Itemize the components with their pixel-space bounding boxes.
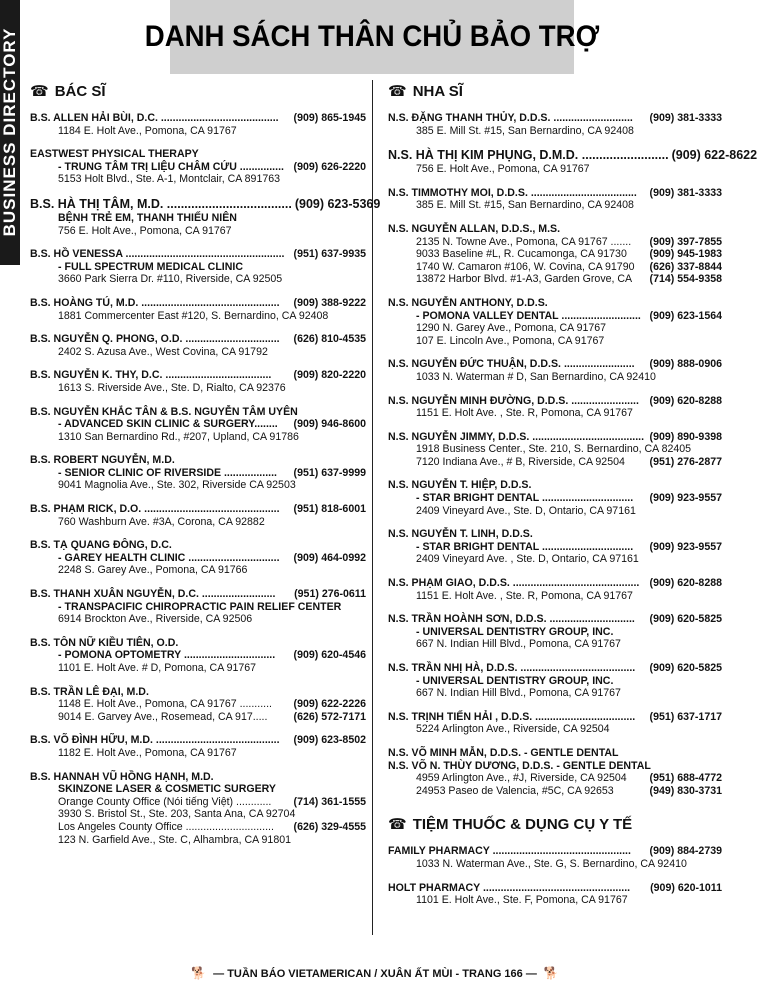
entry-text: 667 N. Indian Hill Blvd., Pomona, CA 91767 (416, 638, 621, 651)
entry-text: - POMONA OPTOMETRY ............................... (58, 649, 276, 662)
entry-line (388, 613, 722, 626)
phone-number: (626) 337-8844 (649, 260, 722, 273)
phone-number: (909) 620-5825 (649, 662, 722, 674)
entry-line (388, 528, 722, 541)
phone-number: (626) 572-7171 (293, 710, 366, 723)
phone-number: (951) 637-1717 (649, 710, 722, 723)
entry-text: 1151 E. Holt Ave. , Ste. R, Pomona, CA 91767 (416, 589, 633, 602)
entry-line (388, 747, 722, 760)
listing-entry (30, 333, 366, 358)
entry-line (30, 552, 366, 565)
entry-line (30, 346, 366, 359)
entry-line (30, 698, 366, 711)
entry-text: N.S. NGUYỄN ANTHONY, D.D.S. (388, 296, 548, 309)
phone-number: (909) 620-1011 (650, 881, 722, 894)
dentist-list (388, 112, 757, 797)
entry-line (388, 322, 722, 335)
entry-line (30, 248, 366, 261)
entry-text: B.S. TẠ QUANG ĐÔNG, D.C. (30, 539, 172, 552)
section-nha-si (388, 82, 722, 100)
listing-entry (388, 395, 722, 420)
section-title: TIỆM THUỐC & DỤNG CỤ Y TẾ (412, 815, 633, 833)
phone-icon: ☎ (388, 816, 407, 834)
entry-text: - GAREY HEALTH CLINIC ............................... (58, 551, 280, 564)
entry-line (388, 638, 722, 651)
listing-entry (388, 528, 722, 566)
entry-line (30, 112, 366, 125)
entry-line (30, 734, 366, 747)
entry-text: - UNIVERSAL DENTISTRY GROUP, INC. (416, 625, 614, 638)
side-tab-label: BUSINESS DIRECTORY (0, 27, 19, 237)
phone-number: (909) 888-0906 (649, 358, 722, 371)
left-column (30, 82, 381, 857)
phone-number: (951) 637-9999 (293, 466, 366, 479)
listing-entry (388, 431, 722, 469)
phone-number: (714) 554-9358 (649, 273, 722, 286)
entry-line (388, 163, 722, 176)
entry-text: HOLT PHARMACY .................................................. (388, 881, 631, 894)
entry-text: B.S. TÔN NỮ KIỀU TIÊN, O.D. (30, 636, 179, 649)
entry-line (30, 148, 366, 161)
entry-line (388, 261, 722, 274)
header-banner (144, 0, 600, 74)
entry-line (30, 173, 366, 186)
entry-line (30, 601, 366, 614)
entry-text: B.S. NGUYỄN Q. PHONG, O.D. ................................ (30, 333, 280, 346)
phone-number: (909) 620-8288 (649, 394, 722, 407)
entry-text: N.S. NGUYỄN T. HIỆP, D.D.S. (388, 479, 532, 492)
phone-number: (909) 865-1945 (293, 112, 366, 124)
listing-entry (30, 297, 366, 322)
entry-line (30, 834, 366, 847)
phone-number: (951) 688-4772 (649, 772, 722, 785)
entry-line (30, 808, 366, 821)
entry-text: 2409 Vineyard Ave. , Ste. D, Ontario, CA 97161 (416, 553, 639, 566)
entry-line (388, 590, 722, 603)
doctor-list (30, 112, 381, 846)
entry-line (30, 212, 366, 225)
listing-entry (30, 369, 366, 394)
entry-line (388, 882, 722, 895)
entry-text: 13872 Harbor Blvd. #1-A3, Garden Grove, CA (416, 273, 633, 286)
listing-entry (388, 662, 722, 700)
section-tiem-thuoc (388, 815, 722, 833)
phone-number: (909) 622-8622 (671, 148, 757, 163)
side-tab (0, 0, 20, 265)
entry-text: 1033 N. Waterman Ave., Ste. G, S. Bernardino, CA 92410 (416, 857, 687, 870)
entry-text: 1310 San Bernardino Rd., #207, Upland, CA 91786 (58, 430, 299, 443)
entry-text: 1613 S. Riverside Ave., Ste. D, Rialto, CA 92376 (58, 381, 286, 394)
entry-text: B.S. HANNAH VŨ HỒNG HẠNH, M.D. (30, 770, 214, 783)
listing-entry (30, 771, 366, 847)
entry-text: 1182 E. Holt Ave., Pomona, CA 91767 (58, 746, 237, 759)
entry-line (388, 443, 722, 456)
entry-line (388, 125, 722, 138)
listing-entry (30, 454, 366, 492)
entry-line (30, 196, 381, 212)
entry-text: 3930 S. Bristol St., Ste. 203, Santa Ana, CA 92704 (58, 808, 296, 821)
phone-number: (951) 276-2877 (649, 455, 722, 468)
section-bac-si (30, 82, 366, 100)
listing-entry (30, 588, 366, 626)
listing-entry (30, 539, 366, 577)
phone-number: (909) 622-2226 (293, 698, 366, 711)
entry-text: 756 E. Holt Ave., Pomona, CA 91767 (58, 224, 232, 237)
listing-entry (388, 613, 722, 651)
phone-number: (909) 884-2739 (649, 845, 722, 858)
entry-text: - SENIOR CLINIC OF RIVERSIDE .................. (58, 466, 277, 479)
entry-text: - FULL SPECTRUM MEDICAL CLINIC (58, 260, 243, 273)
listing-entry (388, 882, 722, 907)
entry-text: - POMONA VALLEY DENTAL ........................... (416, 309, 641, 322)
entry-text: N.S. HÀ THỊ KIM PHỤNG, D.M.D. ......................... (388, 148, 669, 163)
listing-entry (388, 297, 722, 347)
entry-text: N.S. VÕ MINH MẪN, D.D.S. - GENTLE DENTAL (388, 746, 619, 759)
entry-line (30, 454, 366, 467)
entry-text: 5224 Arlington Ave., Riverside, CA 92504 (416, 723, 610, 736)
listing-entry (388, 358, 722, 383)
entry-text: B.S. PHẠM RICK, D.O. .............................................. (30, 503, 280, 516)
entry-line (388, 358, 722, 371)
listing-entry (30, 734, 366, 759)
entry-text: 385 E. Mill St. #15, San Bernardino, CA 92408 (416, 199, 634, 212)
entry-text: 760 Washburn Ave. #3A, Corona, CA 92882 (58, 515, 265, 528)
listing-entry (30, 196, 381, 237)
entry-text: B.S. ROBERT NGUYỄN, M.D. (30, 454, 175, 467)
entry-text: BỆNH TRẺ EM, THANH THIẾU NIÊN (58, 211, 237, 224)
entry-text: 1740 W. Camaron #106, W. Covina, CA 91790 (416, 260, 635, 273)
phone-number: (714) 361-1555 (293, 795, 366, 808)
entry-line (388, 456, 722, 469)
listing-entry (388, 479, 722, 517)
dog-icon: 🐕 (191, 966, 207, 980)
pharmacy-list (388, 845, 722, 906)
entry-line (388, 273, 722, 286)
entry-text: SKINZONE LASER & COSMETIC SURGERY (58, 783, 276, 796)
footer-text: — TUẦN BÁO VIETAMERICAN / XUÂN ẤT MÙI - TRANG 166 — (213, 968, 537, 980)
listing-entry (30, 148, 366, 186)
entry-text: N.S. NGUYỄN ĐỨC THUẬN, D.D.S. ........................ (388, 358, 635, 371)
entry-line (30, 273, 366, 286)
entry-text: 123 N. Garfield Ave., Ste. C, Alhambra, CA 91801 (58, 833, 291, 846)
entry-line (30, 796, 366, 809)
entry-text: 756 E. Holt Ave., Pomona, CA 91767 (416, 163, 590, 176)
entry-line (388, 310, 722, 323)
entry-line (388, 395, 722, 408)
entry-text: N.S. TRỊNH TIẾN HẢI , D.D.S. .................................. (388, 710, 636, 723)
entry-text: 2409 Vineyard Ave., Ste. D, Ontario, CA 97161 (416, 504, 636, 517)
entry-text: B.S. THANH XUÂN NGUYỄN, D.C. ......................... (30, 588, 276, 601)
entry-line (30, 516, 366, 529)
entry-line (30, 783, 366, 796)
entry-line (388, 431, 722, 444)
entry-line (388, 858, 722, 871)
entry-line (30, 662, 366, 675)
entry-line (30, 747, 366, 760)
listing-entry (388, 747, 722, 797)
entry-line (30, 297, 366, 310)
entry-text: 385 E. Mill St. #15, San Bernardino, CA 92408 (416, 124, 634, 137)
entry-text: Los Angeles County Office .............................. (58, 820, 274, 833)
entry-text: - UNIVERSAL DENTISTRY GROUP, INC. (416, 674, 614, 687)
entry-line (30, 539, 366, 552)
entry-text: B.S. VÕ ĐÌNH HỮU, M.D. .......................................... (30, 734, 280, 747)
listing-entry (388, 187, 722, 212)
phone-number: (951) 276-0611 (294, 588, 366, 601)
phone-number: (909) 623-1564 (649, 309, 722, 322)
entry-text: Orange County Office (Nói tiếng Việt) ............ (58, 795, 272, 808)
entry-text: 9033 Baseline #L, R. Cucamonga, CA 91730 (416, 248, 627, 261)
page-footer (0, 966, 750, 980)
entry-text: 2402 S. Azusa Ave., West Covina, CA 91792 (58, 345, 268, 358)
entry-text: B.S. NGUYỄN K. THY, D.C. .................................... (30, 369, 272, 382)
phone-number: (949) 830-3731 (649, 784, 722, 797)
phone-number: (909) 620-4546 (293, 649, 366, 662)
entry-line (388, 894, 722, 907)
entry-text: 1290 N. Garey Ave., Pomona, CA 91767 (416, 322, 607, 335)
entry-text: 1918 Business Center., Ste. 210, S. Bernardino, CA 82405 (416, 443, 692, 456)
entry-line (388, 577, 722, 590)
phone-number: (909) 620-5825 (649, 613, 722, 626)
entry-text: N.S. TRẦN HOÀNH SƠN, D.D.S. ............................. (388, 613, 635, 626)
phone-number: (909) 820-2220 (293, 369, 366, 382)
entry-line (30, 310, 366, 323)
entry-line (30, 821, 366, 834)
entry-line (30, 711, 366, 724)
entry-line (388, 248, 722, 261)
entry-line (388, 407, 722, 420)
listing-entry (30, 248, 366, 286)
entry-line (388, 236, 722, 249)
phone-number: (909) 626-2220 (293, 160, 366, 173)
listing-entry (30, 112, 366, 137)
entry-line (388, 187, 722, 200)
entry-line (30, 479, 366, 492)
listing-entry (30, 637, 366, 675)
entry-line (30, 125, 366, 138)
phone-number: (909) 388-9222 (293, 296, 366, 309)
entry-text: 3660 Park Sierra Dr. #110, Riverside, CA 92505 (58, 273, 283, 286)
entry-text: 9041 Magnolia Ave., Ste. 302, Riverside CA 92503 (58, 479, 296, 492)
phone-number: (909) 623-8502 (293, 734, 366, 747)
entry-line (388, 199, 722, 212)
entry-line (388, 845, 722, 858)
listing-entry (30, 686, 366, 724)
entry-line (30, 686, 366, 699)
entry-text: - ADVANCED SKIN CLINIC & SURGERY........ (58, 418, 278, 431)
entry-text: 2248 S. Garey Ave., Pomona, CA 91766 (58, 564, 248, 577)
entry-line (388, 148, 757, 163)
listing-entry (388, 223, 722, 286)
listing-entry (388, 148, 757, 176)
entry-line (388, 112, 722, 125)
entry-text: 4959 Arlington Ave., #J, Riverside, CA 92504 (416, 772, 627, 785)
entry-line (30, 261, 366, 274)
entry-text: EASTWEST PHYSICAL THERAPY (30, 148, 199, 161)
entry-text: 1101 E. Holt Ave. # D, Pomona, CA 91767 (58, 662, 257, 674)
entry-line (388, 223, 722, 236)
entry-text: 7120 Indiana Ave., # B, Riverside, CA 92504 (416, 455, 625, 468)
entry-line (388, 723, 722, 736)
entry-line (388, 662, 722, 675)
entry-text: - TRANSPACIFIC CHIROPRACTIC PAIN RELIEF CENTER (58, 600, 342, 613)
entry-text: N.S. ĐẶNG THANH THỦY, D.D.S. ........................... (388, 112, 633, 124)
entry-text: B.S. HOÀNG TÚ, M.D. ............................................... (30, 296, 280, 309)
entry-line (388, 772, 722, 785)
entry-text: 9014 E. Garvey Ave., Rosemead, CA 917..... (58, 710, 268, 723)
entry-text: N.S. TIMMOTHY MOI, D.D.S. .................................... (388, 186, 637, 199)
entry-text: 1184 E. Holt Ave., Pomona, CA 91767 (58, 124, 237, 137)
entry-text: B.S. ALLEN HẢI BÙI, D.C. ........................................ (30, 112, 279, 124)
entry-text: 1033 N. Waterman # D, San Bernardino, CA 92410 (416, 370, 656, 383)
entry-text: N.S. VÕ N. THÙY DƯƠNG, D.D.S. - GENTLE DENTAL (388, 759, 651, 772)
entry-line (388, 675, 722, 688)
section-title: NHA SĨ (412, 82, 463, 100)
entry-line (388, 371, 722, 384)
entry-line (30, 382, 366, 395)
entry-line (30, 771, 366, 784)
entry-line (30, 649, 366, 662)
page-title: DANH SÁCH THÂN CHỦ BẢO TRỢ (144, 20, 600, 53)
phone-number: (909) 923-9557 (649, 540, 722, 553)
entry-line (30, 613, 366, 626)
listing-entry (388, 112, 722, 137)
entry-text: N.S. NGUYỄN JIMMY, D.D.S. ...................................... (388, 430, 645, 443)
entry-text: B.S. TRẦN LÊ ĐẠI, M.D. (30, 685, 149, 698)
entry-text: 6914 Brockton Ave., Riverside, CA 92506 (58, 613, 253, 626)
entry-text: N.S. NGUYỄN MINH ĐƯỜNG, D.D.S. ....................... (388, 394, 639, 407)
entry-text: 667 N. Indian Hill Blvd., Pomona, CA 91767 (416, 687, 621, 700)
listing-entry (388, 845, 722, 870)
listing-entry (30, 503, 366, 528)
entry-text: 5153 Holt Blvd., Ste. A-1, Montclair, CA 891763 (58, 173, 281, 186)
phone-number: (909) 381-3333 (649, 112, 722, 124)
listing-entry (388, 711, 722, 736)
entry-text: 107 E. Lincoln Ave., Pomona, CA 91767 (416, 334, 605, 347)
entry-line (388, 335, 722, 348)
listing-entry (30, 406, 366, 444)
entry-line (388, 785, 722, 798)
phone-number: (909) 890-9398 (649, 430, 722, 443)
entry-text: 24953 Paseo de Valencia, #5C, CA 92653 (416, 784, 614, 797)
phone-icon: ☎ (30, 83, 49, 100)
entry-text: - STAR BRIGHT DENTAL ............................... (416, 492, 634, 505)
phone-number: (951) 818-6001 (293, 503, 366, 516)
phone-number: (909) 381-3333 (649, 186, 722, 199)
phone-number: (909) 946-8600 (293, 418, 366, 431)
listing-entry (388, 577, 722, 602)
entry-line (388, 505, 722, 518)
phone-number: (626) 810-4535 (293, 333, 366, 346)
phone-number: (951) 637-9935 (293, 248, 366, 261)
entry-text: B.S. NGUYỄN KHẮC TÂN & B.S. NGUYỄN TÂM UYÊN (30, 405, 298, 418)
entry-text: N.S. NGUYỄN ALLAN, D.D.S., M.S. (388, 222, 561, 235)
entry-line (30, 406, 366, 419)
entry-text: - TRUNG TÂM TRỊ LIỆU CHÂM CỨU ............... (58, 160, 284, 173)
entry-text: 1881 Commercenter East #120, S. Bernardino, CA 92408 (58, 309, 329, 322)
phone-number: (909) 397-7855 (649, 235, 722, 248)
phone-number: (909) 945-1983 (649, 248, 722, 261)
entry-line (388, 479, 722, 492)
entry-line (30, 588, 366, 601)
phone-number: (909) 623-5369 (294, 196, 381, 211)
entry-line (30, 333, 366, 346)
entry-line (388, 553, 722, 566)
entry-line (30, 467, 366, 480)
entry-line (388, 541, 722, 554)
phone-number: (909) 464-0992 (293, 551, 366, 564)
entry-text: N.S. PHẠM GIAO, D.D.S. ........................................... (388, 577, 640, 590)
entry-text: B.S. HÀ THỊ TÂM, M.D. .................................... (30, 196, 292, 211)
phone-number: (909) 923-9557 (649, 492, 722, 505)
entry-text: N.S. NGUYỄN T. LINH, D.D.S. (388, 528, 533, 541)
entry-text: N.S. TRẦN NHỊ HÀ, D.D.S. ....................................... (388, 662, 636, 674)
entry-line (30, 637, 366, 650)
phone-icon: ☎ (388, 83, 407, 100)
entry-text: - STAR BRIGHT DENTAL ............................... (416, 540, 634, 553)
phone-number: (626) 329-4555 (293, 820, 366, 833)
entry-text: FAMILY PHARMACY ............................................... (388, 845, 631, 858)
entry-line (388, 297, 722, 310)
phone-number: (909) 620-8288 (649, 577, 722, 590)
entry-line (30, 431, 366, 444)
dog-icon: 🐕 (543, 966, 559, 980)
section-title: BÁC SĨ (54, 82, 106, 100)
right-column (388, 82, 757, 918)
entry-text: B.S. HỒ VENESSA ...................................................... (30, 248, 285, 261)
entry-line (30, 369, 366, 382)
entry-text: 1151 E. Holt Ave. , Ste. R, Pomona, CA 91767 (416, 407, 633, 420)
entry-line (388, 492, 722, 505)
entry-text: 1148 E. Holt Ave., Pomona, CA 91767 ........... (58, 698, 272, 711)
entry-line (30, 503, 366, 516)
entry-text: 1101 E. Holt Ave., Ste. F, Pomona, CA 91767 (416, 894, 628, 907)
entry-line (30, 161, 366, 174)
entry-line (388, 687, 722, 700)
entry-line (30, 225, 366, 238)
entry-text: 2135 N. Towne Ave., Pomona, CA 91767 ....... (416, 235, 632, 248)
entry-line (388, 626, 722, 639)
entry-line (388, 760, 722, 773)
entry-line (388, 711, 722, 724)
entry-line (30, 418, 366, 431)
entry-line (30, 564, 366, 577)
